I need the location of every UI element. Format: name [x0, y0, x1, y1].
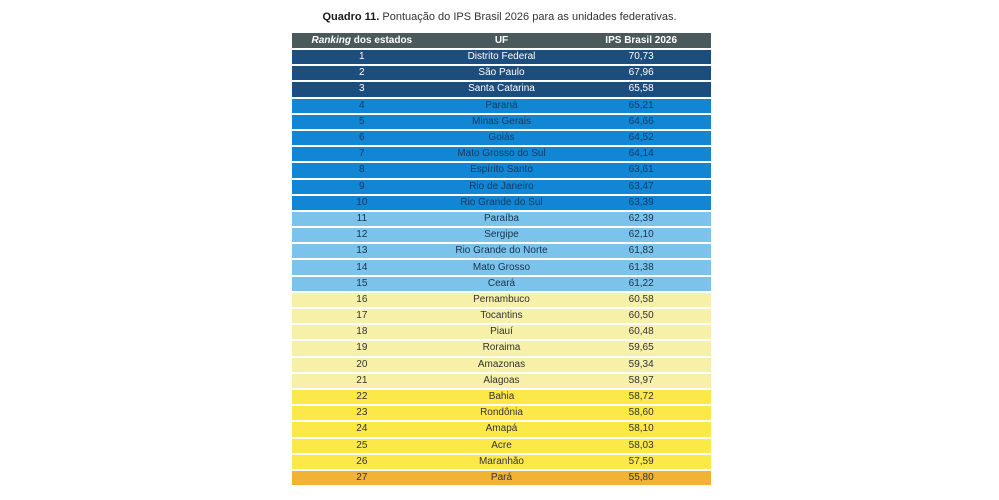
row-rank: 25 — [292, 438, 432, 454]
row-rank: 12 — [292, 227, 432, 243]
row-rank: 3 — [292, 81, 432, 97]
row-rank: 14 — [292, 259, 432, 275]
row-score: 61,38 — [571, 259, 711, 275]
row-score: 61,22 — [571, 276, 711, 292]
row-rank: 9 — [292, 179, 432, 195]
row-rank: 22 — [292, 389, 432, 405]
row-rank: 15 — [292, 276, 432, 292]
table-row — [292, 259, 711, 275]
row-score: 64,66 — [571, 114, 711, 130]
row-rank: 19 — [292, 340, 432, 356]
row-score: 62,10 — [571, 227, 711, 243]
row-score: 61,83 — [571, 243, 711, 259]
row-score: 65,21 — [571, 98, 711, 114]
row-rank: 26 — [292, 454, 432, 470]
row-rank: 27 — [292, 470, 432, 485]
caption-label: Quadro 11. — [322, 11, 380, 23]
row-uf: Bahia — [432, 389, 572, 405]
row-score: 58,72 — [571, 389, 711, 405]
table-row — [292, 454, 711, 470]
row-score: 65,58 — [571, 81, 711, 97]
row-uf: Tocantins — [432, 308, 572, 324]
row-uf: Rio Grande do Norte — [432, 243, 572, 259]
table-row — [292, 276, 711, 292]
table-row — [292, 308, 711, 324]
caption-text: Pontuação do IPS Brasil 2026 para as unidades federativas. — [379, 11, 677, 23]
row-score: 64,14 — [571, 146, 711, 162]
row-uf: Amapá — [432, 421, 572, 437]
table-row — [292, 195, 711, 211]
row-uf: Acre — [432, 438, 572, 454]
row-uf: Amazonas — [432, 357, 572, 373]
table-row — [292, 211, 711, 227]
row-uf: Rio de Janeiro — [432, 179, 572, 195]
row-uf: Mato Grosso — [432, 259, 572, 275]
table-row — [292, 81, 711, 97]
row-uf: Espírito Santo — [432, 162, 572, 178]
row-uf: Mato Grosso do Sul — [432, 146, 572, 162]
table-row — [292, 470, 711, 485]
row-uf: Ceará — [432, 276, 572, 292]
row-rank: 8 — [292, 162, 432, 178]
row-rank: 2 — [292, 65, 432, 81]
row-uf: Roraima — [432, 340, 572, 356]
table-row — [292, 114, 711, 130]
header-ranking-italic: Ranking — [311, 35, 351, 46]
table-row — [292, 227, 711, 243]
header-score: IPS Brasil 2026 — [571, 33, 711, 49]
row-score: 63,39 — [571, 195, 711, 211]
row-rank: 6 — [292, 130, 432, 146]
table-caption — [0, 10, 999, 24]
table-header — [292, 33, 711, 49]
row-uf: Minas Gerais — [432, 114, 572, 130]
row-score: 58,03 — [571, 438, 711, 454]
row-score: 59,65 — [571, 340, 711, 356]
row-score: 58,60 — [571, 405, 711, 421]
row-rank: 5 — [292, 114, 432, 130]
row-rank: 4 — [292, 98, 432, 114]
table-row — [292, 421, 711, 437]
row-score: 63,61 — [571, 162, 711, 178]
table-row — [292, 438, 711, 454]
row-rank: 24 — [292, 421, 432, 437]
row-score: 70,73 — [571, 49, 711, 65]
header-row — [292, 33, 711, 49]
table-row — [292, 357, 711, 373]
row-score: 64,52 — [571, 130, 711, 146]
table-row — [292, 405, 711, 421]
row-uf: Rondônia — [432, 405, 572, 421]
row-rank: 17 — [292, 308, 432, 324]
row-rank: 11 — [292, 211, 432, 227]
row-score: 55,80 — [571, 470, 711, 485]
table-row — [292, 179, 711, 195]
row-rank: 10 — [292, 195, 432, 211]
row-rank: 7 — [292, 146, 432, 162]
row-rank: 23 — [292, 405, 432, 421]
row-score: 60,58 — [571, 292, 711, 308]
row-uf: São Paulo — [432, 65, 572, 81]
row-rank: 18 — [292, 324, 432, 340]
header-ranking — [292, 33, 432, 49]
row-uf: Piauí — [432, 324, 572, 340]
row-rank: 16 — [292, 292, 432, 308]
row-score: 60,48 — [571, 324, 711, 340]
row-score: 60,50 — [571, 308, 711, 324]
row-uf: Distrito Federal — [432, 49, 572, 65]
table-row — [292, 130, 711, 146]
row-uf: Pernambuco — [432, 292, 572, 308]
ips-ranking-table — [292, 33, 711, 485]
table-row — [292, 98, 711, 114]
row-uf: Paraíba — [432, 211, 572, 227]
row-rank: 1 — [292, 49, 432, 65]
row-uf: Maranhão — [432, 454, 572, 470]
row-uf: Sergipe — [432, 227, 572, 243]
table-row — [292, 389, 711, 405]
table-row — [292, 373, 711, 389]
table-body — [292, 49, 711, 485]
row-rank: 21 — [292, 373, 432, 389]
header-uf: UF — [432, 33, 572, 49]
row-score: 58,10 — [571, 421, 711, 437]
table-row — [292, 292, 711, 308]
table-row — [292, 162, 711, 178]
row-uf: Goiás — [432, 130, 572, 146]
table-row — [292, 324, 711, 340]
row-uf: Rio Grande do Sul — [432, 195, 572, 211]
table-row — [292, 65, 711, 81]
row-uf: Paraná — [432, 98, 572, 114]
row-score: 62,39 — [571, 211, 711, 227]
row-uf: Alagoas — [432, 373, 572, 389]
row-score: 67,96 — [571, 65, 711, 81]
table-row — [292, 49, 711, 65]
row-score: 59,34 — [571, 357, 711, 373]
header-ranking-rest: dos estados — [350, 35, 413, 46]
table-row — [292, 340, 711, 356]
row-score: 63,47 — [571, 179, 711, 195]
row-uf: Pará — [432, 470, 572, 485]
row-rank: 20 — [292, 357, 432, 373]
table-row — [292, 243, 711, 259]
row-score: 58,97 — [571, 373, 711, 389]
row-score: 57,59 — [571, 454, 711, 470]
table-row — [292, 146, 711, 162]
row-uf: Santa Catarina — [432, 81, 572, 97]
row-rank: 13 — [292, 243, 432, 259]
